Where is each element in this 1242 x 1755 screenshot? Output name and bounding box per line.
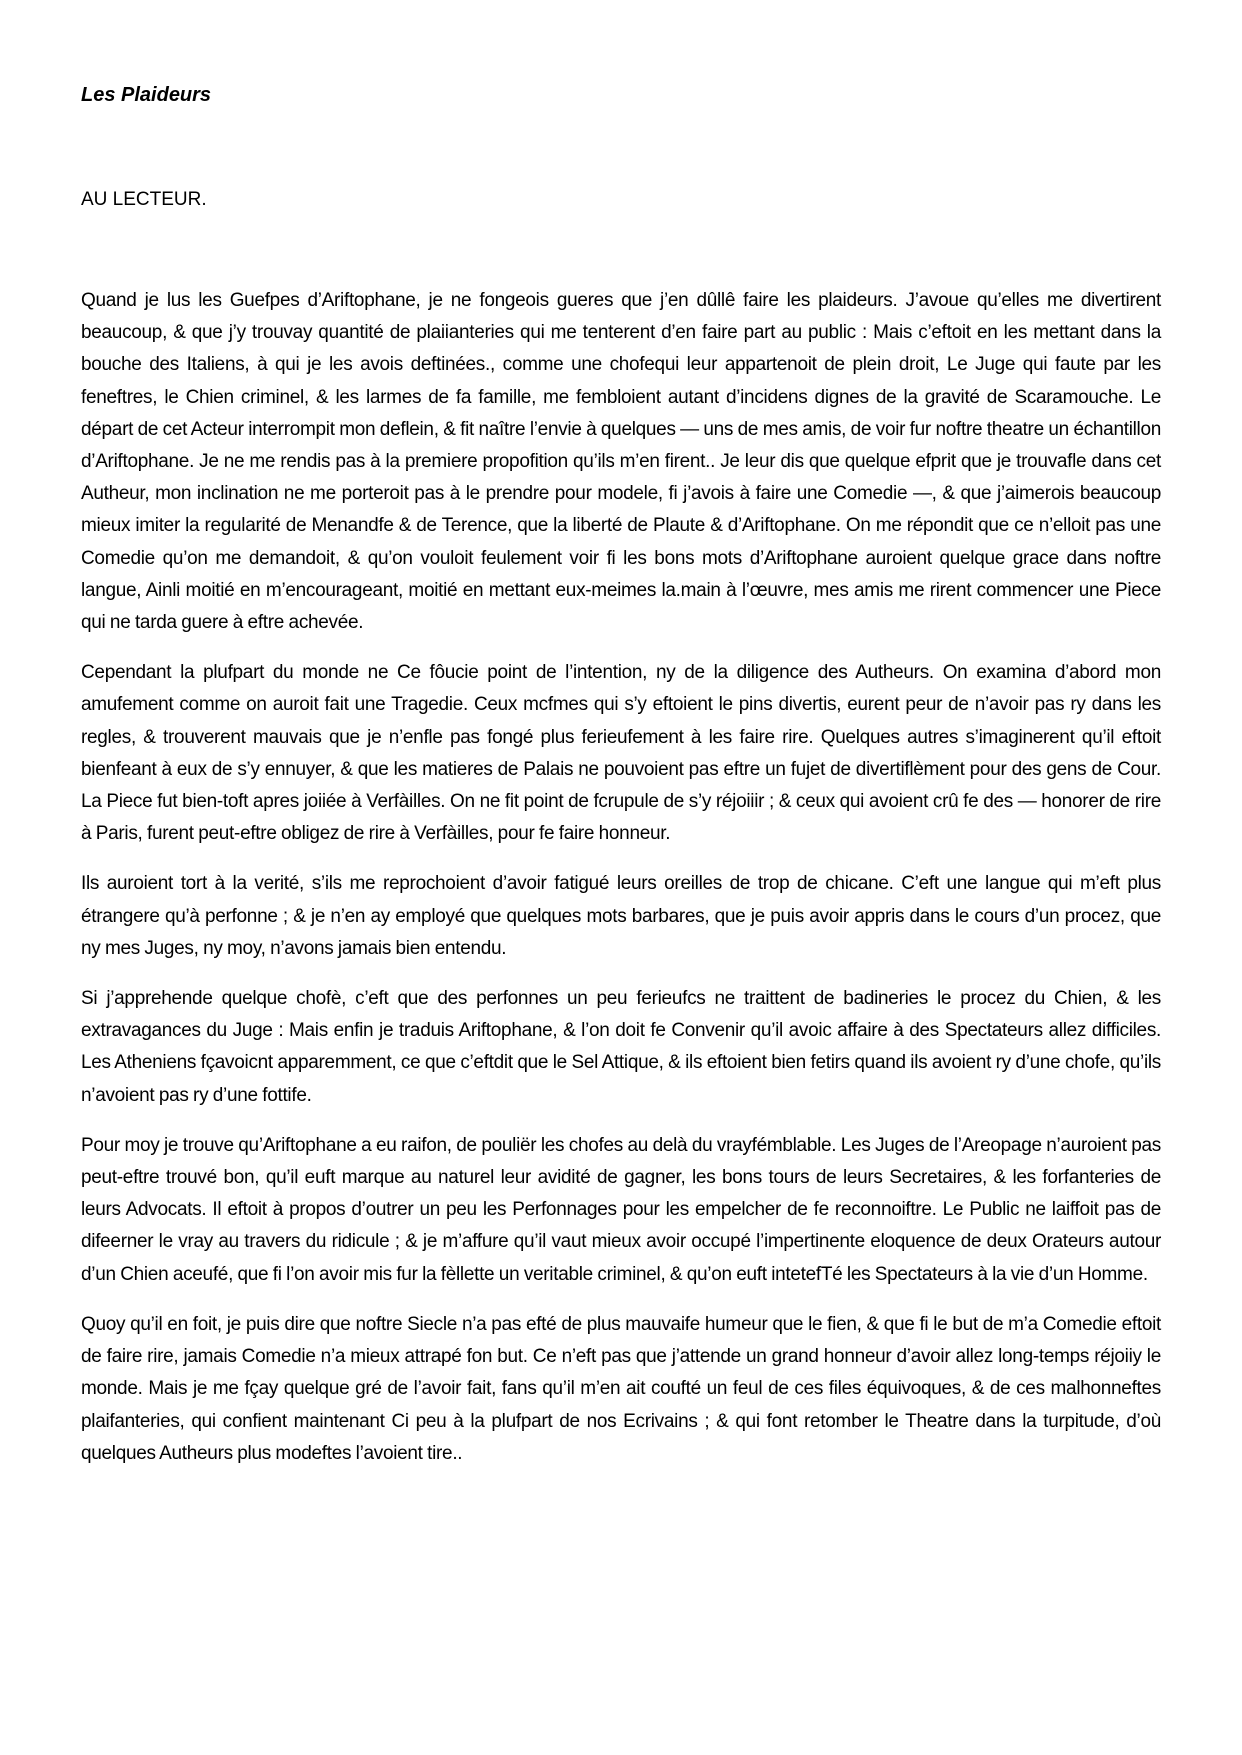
section-heading: AU LECTEUR.: [81, 189, 207, 210]
paragraph: Pour moy je trouve qu’Ariftophane a eu raifon, de pouliër les chofes au delà du vrayfémblable. Les Juges de l’Areopage n’auroient pas peut-eftre trouvé bon, qu’il euft marque au naturel leur avidité de gagner, les bons tours de leurs Secretaires, & les forfanteries de leurs Advocats. Il eftoit à propos d’outrer un peu les Perfonnages pour les empelcher de fe reconnoiftre. Le Public ne laiffoit pas de difeerner le vray au travers du ridicule ; & je m’affure qu’il vaut mieux avoir occupé l’impertinente eloquence de deux Orateurs autour d’un Chien aceufé, que fi l’on avoir mis fur la fèllette un veritable criminel, & qu’on euft intetefTé les Spectateurs à la vie d’un Homme.: [81, 1134, 1161, 1285]
paragraph: Cependant la plufpart du monde ne Ce fôucie point de l’intention, ny de la diligence des Autheurs. On examina d’abord mon amufement comme on auroit fait une Tragedie. Ceux mcfmes qui s’y eftoient le pins divertis, eurent peur de n’avoir pas ry dans les regles, & trouverent mauvais que je n’enfle pas fongé plus ferieufement à les faire rire. Quelques autres s’imaginerent qu’il eftoit bienfeant à eux de s’y ennuyer, & que les matieres de Palais ne pouvoient pas eftre un fujet de divertiflèment pour des gens de Cour. La Piece fut bien-toft apres joiiée à Verfàilles. On ne fit point de fcrupule de s’y réjoiiir ; & ceux qui avoient crû fe des — honorer de rire à Paris, furent peut-eftre obligez de rire à Verfàilles, pour fe faire honneur.: [81, 662, 1161, 845]
paragraph: Quand je lus les Guefpes d’Ariftophane, je ne fongeois gueres que j’en dûllê faire les plaideurs. J’avoue qu’elles me divertirent beaucoup, & que j’y trouvay quantité de plaiianteries qui me tenterent d’en faire part au public : Mais c’eftoit en les mettant dans la bouche des Italiens, à qui je les avois deftinées., comme une chofequi leur appartenoit de plein droit, Le Juge qui faute par les feneftres, le Chien criminel, & les larmes de fa famille, me fembloient autant d’incidens dignes de la gravité de Scaramouche. Le départ de cet Acteur interrompit mon deflein, & fit naître l’envie à quelques — uns de mes amis, de voir fur noftre theatre un échantillon d’Ariftophane. Je ne me rendis pas à la premiere propofition qu’ils m’en firent.. Je leur dis que quelque efprit que je trouvafle dans cet Autheur, mon inclination ne me porteroit pas à le prendre pour modele, fi j’avois à faire une Comedie —, & que j’aimerois beaucoup mieux imiter la regularité de Menandfe & de Terence, que la liberté de Plaute & d’Ariftophane. On me répondit que ce n’elloit pas une Comedie qu’on me demandoit, & qu’on vouloit feulement voir fi les bons mots d’Ariftophane auroient quelque grace dans noftre langue, Ainli moitié en m’encourageant, moitié en mettant eux-meimes la.main à l’œuvre, mes amis me rirent commencer une Piece qui ne tarda guere à eftre achevée.: [81, 290, 1161, 634]
document-title: Les Plaideurs: [81, 84, 212, 106]
document-body: [81, 285, 1161, 1488]
paragraph: Quoy qu’il en foit, je puis dire que noftre Siecle n’a pas efté de plus mauvaife humeur que le fien, & que fi le but de m’a Comedie eftoit de faire rire, jamais Comedie n’a mieux attrapé fon but. Ce n’eft pas que j’attende un grand honneur d’avoir allez long-temps réjoiiy le monde. Mais je me fçay quelque gré de l’avoir fait, fans qu’il m’en ait coufté un feul de ces files équivoques, & de ces malhonneftes plaifanteries, qui confient maintenant Ci peu à la plufpart de nos Ecrivains ; & qui font retomber le Theatre dans la turpitude, d’où quelques Autheurs plus modeftes l’avoient tire..: [81, 1313, 1161, 1464]
paragraph: Ils auroient tort à la verité, s’ils me reprochoient d’avoir fatigué leurs oreilles de trop de chicane. C’eft une langue qui m’eft plus étrangere qu’à perfonne ; & je n’en ay employé que quelques mots barbares, que je puis avoir appris dans le cours d’un procez, que ny mes Juges, ny moy, n’avons jamais bien entendu.: [81, 873, 1161, 959]
paragraph: Si j’apprehende quelque chofè, c’eft que des perfonnes un peu ferieufcs ne traittent de badineries le procez du Chien, & les extravagances du Juge : Mais enfin je traduis Ariftophane, & l’on doit fe Convenir qu’il avoic affaire à des Spectateurs allez difficiles. Les Atheniens fçavoicnt apparemment, ce que c’eftdit que le Sel Attique, & ils eftoient bien fetirs quand ils avoient ry d’une chofe, qu’ils n’avoient pas ry d’une fottife.: [81, 988, 1161, 1106]
